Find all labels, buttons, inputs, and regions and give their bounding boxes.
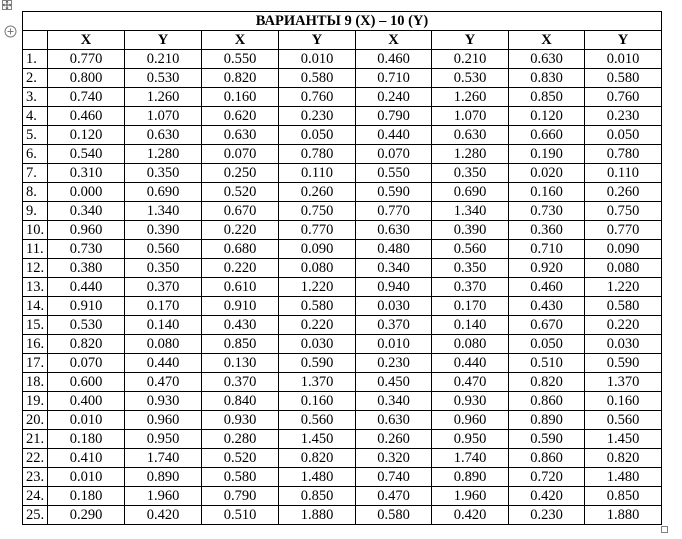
y-value-cell[interactable]: 0.080	[125, 335, 202, 354]
x-value-cell[interactable]: 0.120	[509, 107, 585, 126]
row-number-cell[interactable]: 18.	[23, 373, 48, 392]
table-row	[23, 449, 662, 468]
x-value-cell[interactable]: 0.000	[48, 183, 125, 202]
y-value-cell[interactable]: 0.170	[125, 297, 202, 316]
x-value-cell[interactable]: 0.890	[509, 411, 585, 430]
x-value-cell[interactable]: 0.740	[356, 468, 432, 487]
y-value-cell[interactable]: 1.740	[125, 449, 202, 468]
y-value-cell[interactable]: 0.560	[432, 240, 509, 259]
x-value-cell[interactable]: 0.550	[202, 50, 279, 69]
x-value-cell[interactable]: 0.280	[202, 430, 279, 449]
table-row	[23, 354, 662, 373]
y-value-cell[interactable]: 0.580	[279, 297, 356, 316]
row-number-header	[23, 31, 48, 50]
x-value-cell[interactable]: 0.820	[202, 69, 279, 88]
table-row	[23, 335, 662, 354]
table-move-handle-icon[interactable]	[2, 0, 12, 10]
x-value-cell[interactable]: 0.800	[48, 69, 125, 88]
y-value-cell[interactable]: 0.210	[125, 50, 202, 69]
table-row	[23, 316, 662, 335]
x-value-cell[interactable]: 0.340	[356, 259, 432, 278]
y-value-cell[interactable]: 0.420	[125, 506, 202, 525]
x-value-cell[interactable]: 0.540	[48, 145, 125, 164]
x-value-cell[interactable]: 0.480	[356, 240, 432, 259]
insert-row-plus-icon[interactable]	[4, 25, 17, 38]
y-value-cell[interactable]: 0.530	[432, 69, 509, 88]
x-value-cell[interactable]: 0.680	[202, 240, 279, 259]
y-value-cell[interactable]: 0.950	[125, 430, 202, 449]
x-value-cell[interactable]: 0.740	[48, 88, 125, 107]
column-header-y: Y	[585, 31, 662, 50]
y-value-cell[interactable]: 0.760	[585, 88, 662, 107]
column-header-y: Y	[125, 31, 202, 50]
y-value-cell[interactable]: 0.850	[279, 487, 356, 506]
row-number-cell[interactable]: 14.	[23, 297, 48, 316]
x-value-cell[interactable]: 0.910	[202, 297, 279, 316]
y-value-cell[interactable]: 1.740	[432, 449, 509, 468]
y-value-cell[interactable]: 0.440	[432, 354, 509, 373]
x-value-cell[interactable]: 0.370	[356, 316, 432, 335]
table-title	[23, 12, 662, 31]
x-value-cell[interactable]: 0.400	[48, 392, 125, 411]
x-value-cell[interactable]: 0.770	[48, 50, 125, 69]
x-value-cell[interactable]: 0.820	[509, 373, 585, 392]
x-value-cell[interactable]: 0.860	[509, 392, 585, 411]
x-value-cell[interactable]: 0.460	[356, 50, 432, 69]
table-row	[23, 468, 662, 487]
x-value-cell[interactable]: 0.670	[509, 316, 585, 335]
column-header-x: X	[509, 31, 585, 50]
y-value-cell[interactable]: 0.350	[432, 259, 509, 278]
table-resize-handle[interactable]	[661, 526, 668, 533]
y-value-cell[interactable]: 1.450	[585, 430, 662, 449]
y-value-cell[interactable]: 0.530	[125, 69, 202, 88]
y-value-cell[interactable]: 0.580	[279, 69, 356, 88]
table-row	[23, 107, 662, 126]
x-value-cell[interactable]: 0.120	[48, 126, 125, 145]
x-value-cell[interactable]: 0.860	[509, 449, 585, 468]
y-value-cell[interactable]: 0.370	[125, 278, 202, 297]
y-value-cell[interactable]: 0.440	[125, 354, 202, 373]
x-value-cell[interactable]: 0.830	[509, 69, 585, 88]
table-row	[23, 202, 662, 221]
y-value-cell[interactable]: 0.030	[585, 335, 662, 354]
y-value-cell[interactable]: 0.160	[585, 392, 662, 411]
y-value-cell[interactable]: 0.750	[279, 202, 356, 221]
column-header-x: X	[356, 31, 432, 50]
y-value-cell[interactable]: 1.070	[125, 107, 202, 126]
row-number-cell[interactable]: 3.	[23, 88, 48, 107]
table-row	[23, 392, 662, 411]
x-value-cell[interactable]: 0.340	[356, 392, 432, 411]
y-value-cell[interactable]: 0.750	[585, 202, 662, 221]
y-value-cell[interactable]: 0.560	[279, 411, 356, 430]
x-value-cell[interactable]: 0.320	[356, 449, 432, 468]
y-value-cell[interactable]: 0.110	[279, 164, 356, 183]
x-value-cell[interactable]: 0.720	[509, 468, 585, 487]
x-value-cell[interactable]: 0.430	[509, 297, 585, 316]
table-row	[23, 240, 662, 259]
y-value-cell[interactable]: 1.220	[585, 278, 662, 297]
y-value-cell[interactable]: 1.370	[585, 373, 662, 392]
row-number-cell[interactable]: 2.	[23, 69, 48, 88]
table-row	[23, 259, 662, 278]
x-value-cell[interactable]: 0.580	[356, 506, 432, 525]
y-value-cell[interactable]: 0.770	[279, 221, 356, 240]
row-number-cell[interactable]: 16.	[23, 335, 48, 354]
x-value-cell[interactable]: 0.910	[48, 297, 125, 316]
y-value-cell[interactable]: 0.260	[585, 183, 662, 202]
x-value-cell[interactable]: 0.960	[48, 221, 125, 240]
table-body	[23, 50, 662, 525]
y-value-cell[interactable]: 0.690	[125, 183, 202, 202]
x-value-cell[interactable]: 0.820	[48, 335, 125, 354]
x-value-cell[interactable]: 0.460	[48, 107, 125, 126]
x-value-cell[interactable]: 0.630	[356, 411, 432, 430]
x-value-cell[interactable]: 0.930	[202, 411, 279, 430]
x-value-cell[interactable]: 0.840	[202, 392, 279, 411]
x-value-cell[interactable]: 0.850	[202, 335, 279, 354]
table-title-text: ВАРИАНТЫ 9 (X) – 10 (Y)	[255, 12, 429, 29]
x-value-cell[interactable]: 0.520	[202, 183, 279, 202]
x-value-cell[interactable]: 0.450	[356, 373, 432, 392]
y-value-cell[interactable]: 0.420	[432, 506, 509, 525]
y-value-cell[interactable]: 0.560	[585, 411, 662, 430]
x-value-cell[interactable]: 0.410	[48, 449, 125, 468]
x-value-cell[interactable]: 0.850	[509, 88, 585, 107]
x-value-cell[interactable]: 0.050	[509, 335, 585, 354]
y-value-cell[interactable]: 0.080	[279, 259, 356, 278]
column-header-row	[23, 31, 662, 50]
y-value-cell[interactable]: 1.960	[125, 487, 202, 506]
x-value-cell[interactable]: 0.070	[356, 145, 432, 164]
y-value-cell[interactable]: 1.340	[125, 202, 202, 221]
y-value-cell[interactable]: 0.230	[585, 107, 662, 126]
table-row	[23, 411, 662, 430]
variants-data-table	[22, 11, 662, 525]
row-number-cell[interactable]: 12.	[23, 259, 48, 278]
x-value-cell[interactable]: 0.370	[202, 373, 279, 392]
row-number-cell[interactable]: 4.	[23, 107, 48, 126]
y-value-cell[interactable]: 0.890	[125, 468, 202, 487]
y-value-cell[interactable]: 0.690	[432, 183, 509, 202]
y-value-cell[interactable]: 0.850	[585, 487, 662, 506]
x-value-cell[interactable]: 0.030	[356, 297, 432, 316]
table-row	[23, 487, 662, 506]
y-value-cell[interactable]: 0.780	[585, 145, 662, 164]
row-number-cell[interactable]: 1.	[23, 50, 48, 69]
row-number-cell[interactable]: 10.	[23, 221, 48, 240]
row-number-cell[interactable]: 9.	[23, 202, 48, 221]
y-value-cell[interactable]: 0.010	[585, 50, 662, 69]
y-value-cell[interactable]: 0.470	[125, 373, 202, 392]
y-value-cell[interactable]: 0.080	[585, 259, 662, 278]
y-value-cell[interactable]: 0.930	[125, 392, 202, 411]
row-number-cell[interactable]: 24.	[23, 487, 48, 506]
row-number-cell[interactable]: 5.	[23, 126, 48, 145]
table-row	[23, 373, 662, 392]
y-value-cell[interactable]: 1.260	[432, 88, 509, 107]
x-value-cell[interactable]: 0.160	[509, 183, 585, 202]
x-value-cell[interactable]: 0.920	[509, 259, 585, 278]
table-row	[23, 145, 662, 164]
x-value-cell[interactable]: 0.020	[509, 164, 585, 183]
x-value-cell[interactable]: 0.180	[48, 430, 125, 449]
x-value-cell[interactable]: 0.250	[202, 164, 279, 183]
table-row	[23, 50, 662, 69]
x-value-cell[interactable]: 0.630	[202, 126, 279, 145]
y-value-cell[interactable]: 0.770	[585, 221, 662, 240]
y-value-cell[interactable]: 0.010	[279, 50, 356, 69]
x-value-cell[interactable]: 0.520	[202, 449, 279, 468]
y-value-cell[interactable]: 0.890	[432, 468, 509, 487]
y-value-cell[interactable]: 1.480	[279, 468, 356, 487]
column-header-x: X	[48, 31, 125, 50]
x-value-cell[interactable]: 0.160	[202, 88, 279, 107]
y-value-cell[interactable]: 0.960	[432, 411, 509, 430]
y-value-cell[interactable]: 1.960	[432, 487, 509, 506]
x-value-cell[interactable]: 0.790	[202, 487, 279, 506]
row-number-cell[interactable]: 23.	[23, 468, 48, 487]
x-value-cell[interactable]: 0.340	[48, 202, 125, 221]
x-value-cell[interactable]: 0.630	[509, 50, 585, 69]
row-number-cell[interactable]: 6.	[23, 145, 48, 164]
y-value-cell[interactable]: 0.110	[585, 164, 662, 183]
y-value-cell[interactable]: 0.350	[125, 164, 202, 183]
row-number-cell[interactable]: 20.	[23, 411, 48, 430]
y-value-cell[interactable]: 1.070	[432, 107, 509, 126]
y-value-cell[interactable]: 0.210	[432, 50, 509, 69]
y-value-cell[interactable]: 0.580	[585, 297, 662, 316]
x-value-cell[interactable]: 0.590	[356, 183, 432, 202]
table-row	[23, 126, 662, 145]
x-value-cell[interactable]: 0.470	[356, 487, 432, 506]
y-value-cell[interactable]: 0.350	[432, 164, 509, 183]
y-value-cell[interactable]: 0.960	[125, 411, 202, 430]
row-number-cell[interactable]: 11.	[23, 240, 48, 259]
x-value-cell[interactable]: 0.630	[356, 221, 432, 240]
y-value-cell[interactable]: 0.470	[432, 373, 509, 392]
y-value-cell[interactable]: 0.820	[279, 449, 356, 468]
x-value-cell[interactable]: 0.420	[509, 487, 585, 506]
x-value-cell[interactable]: 0.070	[202, 145, 279, 164]
x-value-cell[interactable]: 0.010	[356, 335, 432, 354]
x-value-cell[interactable]: 0.230	[356, 354, 432, 373]
y-value-cell[interactable]: 0.160	[279, 392, 356, 411]
x-value-cell[interactable]: 0.220	[202, 259, 279, 278]
column-header-y: Y	[279, 31, 356, 50]
y-value-cell[interactable]: 1.220	[279, 278, 356, 297]
table-row	[23, 88, 662, 107]
column-header-y: Y	[432, 31, 509, 50]
y-value-cell[interactable]: 1.280	[432, 145, 509, 164]
y-value-cell[interactable]: 0.560	[125, 240, 202, 259]
y-value-cell[interactable]: 1.480	[585, 468, 662, 487]
table-row	[23, 278, 662, 297]
x-value-cell[interactable]: 0.600	[48, 373, 125, 392]
y-value-cell[interactable]: 0.220	[585, 316, 662, 335]
x-value-cell[interactable]: 0.710	[356, 69, 432, 88]
y-value-cell[interactable]: 1.260	[125, 88, 202, 107]
row-number-cell[interactable]: 15.	[23, 316, 48, 335]
x-value-cell[interactable]: 0.660	[509, 126, 585, 145]
table-row	[23, 430, 662, 449]
row-number-cell[interactable]: 22.	[23, 449, 48, 468]
row-number-cell[interactable]: 19.	[23, 392, 48, 411]
y-value-cell[interactable]: 0.140	[432, 316, 509, 335]
column-header-x: X	[202, 31, 279, 50]
x-value-cell[interactable]: 0.530	[48, 316, 125, 335]
x-value-cell[interactable]: 0.220	[202, 221, 279, 240]
x-value-cell[interactable]: 0.240	[356, 88, 432, 107]
y-value-cell[interactable]: 0.090	[585, 240, 662, 259]
y-value-cell[interactable]: 1.880	[585, 506, 662, 525]
y-value-cell[interactable]: 0.370	[432, 278, 509, 297]
x-value-cell[interactable]: 0.230	[509, 506, 585, 525]
y-value-cell[interactable]: 0.090	[279, 240, 356, 259]
y-value-cell[interactable]: 0.820	[585, 449, 662, 468]
x-value-cell[interactable]: 0.620	[202, 107, 279, 126]
x-value-cell[interactable]: 0.710	[509, 240, 585, 259]
row-number-cell[interactable]: 8.	[23, 183, 48, 202]
x-value-cell[interactable]: 0.290	[48, 506, 125, 525]
y-value-cell[interactable]: 1.370	[279, 373, 356, 392]
x-value-cell[interactable]: 0.940	[356, 278, 432, 297]
y-value-cell[interactable]: 0.260	[279, 183, 356, 202]
table-row	[23, 506, 662, 525]
y-value-cell[interactable]: 0.580	[585, 69, 662, 88]
y-value-cell[interactable]: 0.590	[585, 354, 662, 373]
x-value-cell[interactable]: 0.590	[509, 430, 585, 449]
table-row	[23, 69, 662, 88]
x-value-cell[interactable]: 0.510	[202, 506, 279, 525]
y-value-cell[interactable]: 0.170	[432, 297, 509, 316]
row-number-cell[interactable]: 13.	[23, 278, 48, 297]
y-value-cell[interactable]: 1.280	[125, 145, 202, 164]
table-row	[23, 183, 662, 202]
y-value-cell[interactable]: 0.080	[432, 335, 509, 354]
y-value-cell[interactable]: 0.630	[125, 126, 202, 145]
y-value-cell[interactable]: 0.230	[279, 107, 356, 126]
x-value-cell[interactable]: 0.770	[356, 202, 432, 221]
x-value-cell[interactable]: 0.130	[202, 354, 279, 373]
table-row	[23, 221, 662, 240]
y-value-cell[interactable]: 0.630	[432, 126, 509, 145]
table-row	[23, 164, 662, 183]
y-value-cell[interactable]: 0.930	[432, 392, 509, 411]
y-value-cell[interactable]: 1.340	[432, 202, 509, 221]
x-value-cell[interactable]: 0.730	[48, 240, 125, 259]
x-value-cell[interactable]: 0.510	[509, 354, 585, 373]
y-value-cell[interactable]: 0.950	[432, 430, 509, 449]
x-value-cell[interactable]: 0.670	[202, 202, 279, 221]
table-row	[23, 297, 662, 316]
y-value-cell[interactable]: 0.030	[279, 335, 356, 354]
x-value-cell[interactable]: 0.730	[509, 202, 585, 221]
y-value-cell[interactable]: 0.220	[279, 316, 356, 335]
y-value-cell[interactable]: 0.390	[125, 221, 202, 240]
row-number-cell[interactable]: 21.	[23, 430, 48, 449]
x-value-cell[interactable]: 0.440	[356, 126, 432, 145]
y-value-cell[interactable]: 0.590	[279, 354, 356, 373]
row-number-cell[interactable]: 17.	[23, 354, 48, 373]
y-value-cell[interactable]: 0.050	[585, 126, 662, 145]
row-number-cell[interactable]: 25.	[23, 506, 48, 525]
x-value-cell[interactable]: 0.440	[48, 278, 125, 297]
y-value-cell[interactable]: 1.880	[279, 506, 356, 525]
x-value-cell[interactable]: 0.380	[48, 259, 125, 278]
x-value-cell[interactable]: 0.010	[48, 468, 125, 487]
x-value-cell[interactable]: 0.580	[202, 468, 279, 487]
x-value-cell[interactable]: 0.460	[509, 278, 585, 297]
y-value-cell[interactable]: 0.760	[279, 88, 356, 107]
x-value-cell[interactable]: 0.550	[356, 164, 432, 183]
y-value-cell[interactable]: 0.050	[279, 126, 356, 145]
y-value-cell[interactable]: 0.780	[279, 145, 356, 164]
x-value-cell[interactable]: 0.190	[509, 145, 585, 164]
x-value-cell[interactable]: 0.360	[509, 221, 585, 240]
x-value-cell[interactable]: 0.790	[356, 107, 432, 126]
x-value-cell[interactable]: 0.430	[202, 316, 279, 335]
x-value-cell[interactable]: 0.010	[48, 411, 125, 430]
y-value-cell[interactable]: 0.350	[125, 259, 202, 278]
x-value-cell[interactable]: 0.070	[48, 354, 125, 373]
x-value-cell[interactable]: 0.260	[356, 430, 432, 449]
y-value-cell[interactable]: 0.390	[432, 221, 509, 240]
x-value-cell[interactable]: 0.310	[48, 164, 125, 183]
x-value-cell[interactable]: 0.610	[202, 278, 279, 297]
x-value-cell[interactable]: 0.180	[48, 487, 125, 506]
y-value-cell[interactable]: 0.140	[125, 316, 202, 335]
row-number-cell[interactable]: 7.	[23, 164, 48, 183]
y-value-cell[interactable]: 1.450	[279, 430, 356, 449]
